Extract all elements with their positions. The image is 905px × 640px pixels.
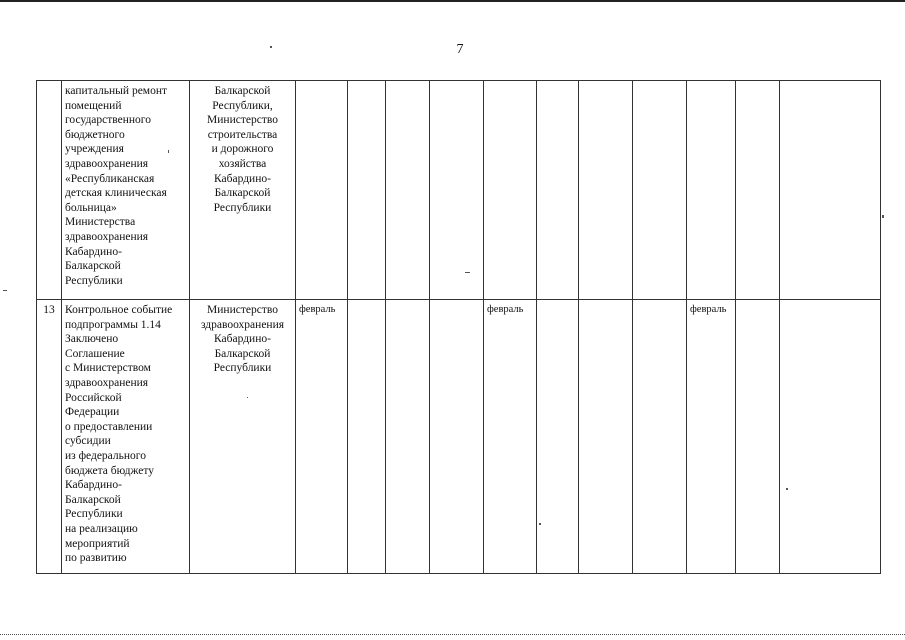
executor-line: Балкарской [214, 187, 271, 200]
event-name-line: мероприятий [65, 537, 130, 550]
event-name-line: с Министерством [65, 362, 151, 375]
row-number: 13 [37, 300, 62, 574]
event-name-line: «Республиканская [65, 172, 155, 185]
scan-speck [168, 150, 169, 153]
month-cell [386, 300, 430, 574]
month-cell [537, 81, 579, 300]
scan-top-edge [0, 0, 905, 2]
event-name-cell [62, 300, 190, 574]
event-name-line: здравоохранения [65, 376, 149, 389]
scan-speck [539, 523, 541, 525]
month-cell [537, 300, 579, 574]
event-name-line: о предоставлении [65, 420, 153, 433]
event-name-line: детская клиническая [65, 187, 167, 200]
table-row [37, 300, 881, 574]
scan-speck [465, 272, 470, 273]
month-cell [430, 81, 484, 300]
month-cell [687, 81, 736, 300]
month-cell: февраль [484, 300, 537, 574]
table-body [37, 81, 881, 574]
month-cell [579, 300, 633, 574]
executor-cell [190, 300, 296, 574]
event-name-line: Республики [65, 274, 123, 287]
event-name-line: здравоохранения [65, 230, 149, 243]
month-cell: февраль [687, 300, 736, 574]
month-cell [633, 81, 687, 300]
event-name-line: Кабардино- [65, 479, 122, 492]
scan-speck [3, 290, 7, 291]
event-name-line: по развитию [65, 552, 127, 565]
executor-line: Министерство [207, 304, 278, 316]
executor-line: Министерство [207, 114, 278, 127]
month-cell [296, 81, 348, 300]
executor-line: Республики [213, 201, 272, 214]
executor-line: Балкарской [214, 347, 271, 360]
event-name-line: субсидии [65, 435, 111, 448]
row-number [37, 81, 62, 300]
event-name-line: капитальный ремонт [65, 85, 168, 97]
event-name-line: Республики [65, 508, 123, 521]
event-name-line: бюджета бюджету [65, 464, 154, 477]
plan-table [36, 80, 881, 574]
scan-speck [247, 397, 248, 398]
event-name-line: на реализацию [65, 522, 138, 535]
event-name-line: Министерства [65, 216, 136, 229]
event-name-line: Заключено [65, 333, 119, 346]
scan-speck [270, 46, 272, 48]
event-name-line: Контрольное событие [65, 304, 173, 316]
event-name-line: Балкарской [65, 260, 121, 273]
event-name-line: Балкарской [65, 493, 121, 506]
event-name-line: Соглашение [65, 347, 125, 360]
month-cell [736, 300, 780, 574]
event-name-line: государственного [65, 114, 151, 127]
executor-line: строительства [207, 128, 278, 141]
event-name-line: из федерального [65, 449, 146, 462]
executor-line: и дорожного [211, 143, 274, 156]
month-cell [780, 300, 881, 574]
event-name-line: учреждения [65, 143, 124, 156]
event-name-line: подпрограммы 1.14 [65, 318, 161, 331]
month-cell [633, 300, 687, 574]
month-cell [430, 300, 484, 574]
event-name-line: помещений [65, 99, 122, 112]
month-cell: февраль [296, 300, 348, 574]
table-row [37, 81, 881, 300]
executor-line: Кабардино- [214, 172, 271, 185]
scan-bottom-edge [0, 634, 905, 635]
event-name-line: бюджетного [65, 128, 125, 141]
month-cell [484, 81, 537, 300]
month-cell [348, 81, 386, 300]
page-number: 7 [456, 42, 464, 57]
event-name-line: Кабардино- [65, 245, 122, 258]
month-cell [780, 81, 881, 300]
executor-line: здравоохранения [200, 318, 285, 331]
month-cell [736, 81, 780, 300]
executor-line: хозяйства [218, 157, 267, 170]
month-cell [579, 81, 633, 300]
event-name-line: больница» [65, 201, 117, 214]
event-name-line: здравоохранения [65, 157, 149, 170]
scan-speck [786, 488, 788, 490]
executor-line: Балкарской [214, 85, 271, 97]
month-cell [386, 81, 430, 300]
executor-line: Кабардино- [214, 333, 271, 346]
executor-cell [190, 81, 296, 300]
month-cell [348, 300, 386, 574]
event-name-line: Российской [65, 391, 122, 404]
executor-line: Республики [213, 362, 272, 375]
executor-line: Республики, [212, 99, 273, 112]
scan-speck [882, 215, 884, 218]
event-name-line: Федерации [65, 406, 120, 419]
event-name-cell [62, 81, 190, 300]
